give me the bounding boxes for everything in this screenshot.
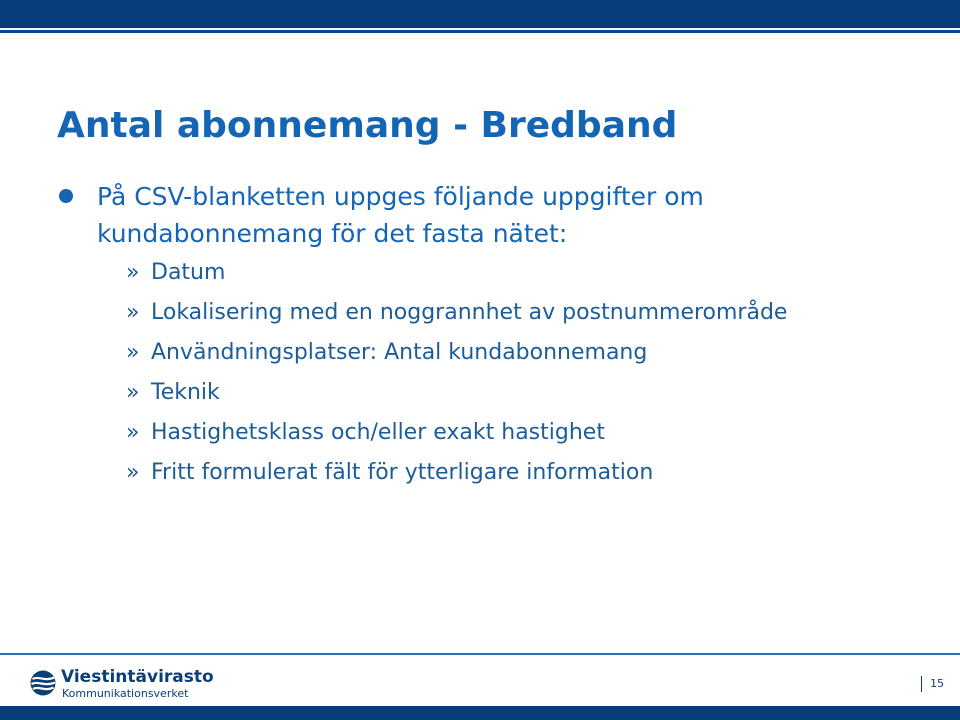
logo-name: Viestintävirasto	[61, 667, 214, 687]
sub-bullet-text: Lokalisering med en noggrannhet av postnummerområde	[151, 300, 788, 325]
chevron-bullet-icon: »	[126, 260, 140, 285]
page-number: 15	[930, 677, 944, 690]
slide-content	[57, 178, 937, 496]
footer-bar	[0, 706, 960, 720]
sub-bullet-text: Fritt formulerat fält för ytterligare information	[151, 460, 654, 485]
main-bullet-text: På CSV-blanketten uppges följande uppgifter om kundabonnemang för det fasta nätet:	[97, 182, 704, 248]
globe-wave-icon	[30, 670, 56, 696]
chevron-bullet-icon: »	[126, 300, 140, 325]
sub-bullet-text: Hastighetsklass och/eller exakt hastighet	[151, 420, 605, 445]
footer-divider	[0, 653, 960, 655]
chevron-bullet-icon: »	[126, 460, 140, 485]
header-stripe	[0, 30, 960, 33]
chevron-bullet-icon: »	[126, 420, 140, 445]
header-bar	[0, 0, 960, 28]
sub-bullet-item	[57, 336, 937, 369]
sub-bullet-item	[57, 296, 937, 329]
sub-bullet-item	[57, 456, 937, 489]
round-bullet-icon	[59, 189, 73, 203]
sub-bullet-item	[57, 256, 937, 289]
logo	[30, 666, 230, 704]
chevron-bullet-icon: »	[126, 340, 140, 365]
logo-subtitle: Kommunikationsverket	[62, 687, 189, 700]
sub-bullet-text: Teknik	[151, 380, 220, 405]
chevron-bullet-icon: »	[126, 380, 140, 405]
page-number-separator	[921, 676, 922, 692]
sub-bullet-item	[57, 416, 937, 449]
sub-bullet-text: Datum	[151, 260, 226, 285]
sub-bullet-item	[57, 376, 937, 409]
slide-title: Antal abonnemang - Bredband	[57, 105, 678, 146]
main-bullet	[57, 178, 937, 252]
sub-bullet-list	[57, 256, 937, 489]
sub-bullet-text: Användningsplatser: Antal kundabonnemang	[151, 340, 648, 365]
